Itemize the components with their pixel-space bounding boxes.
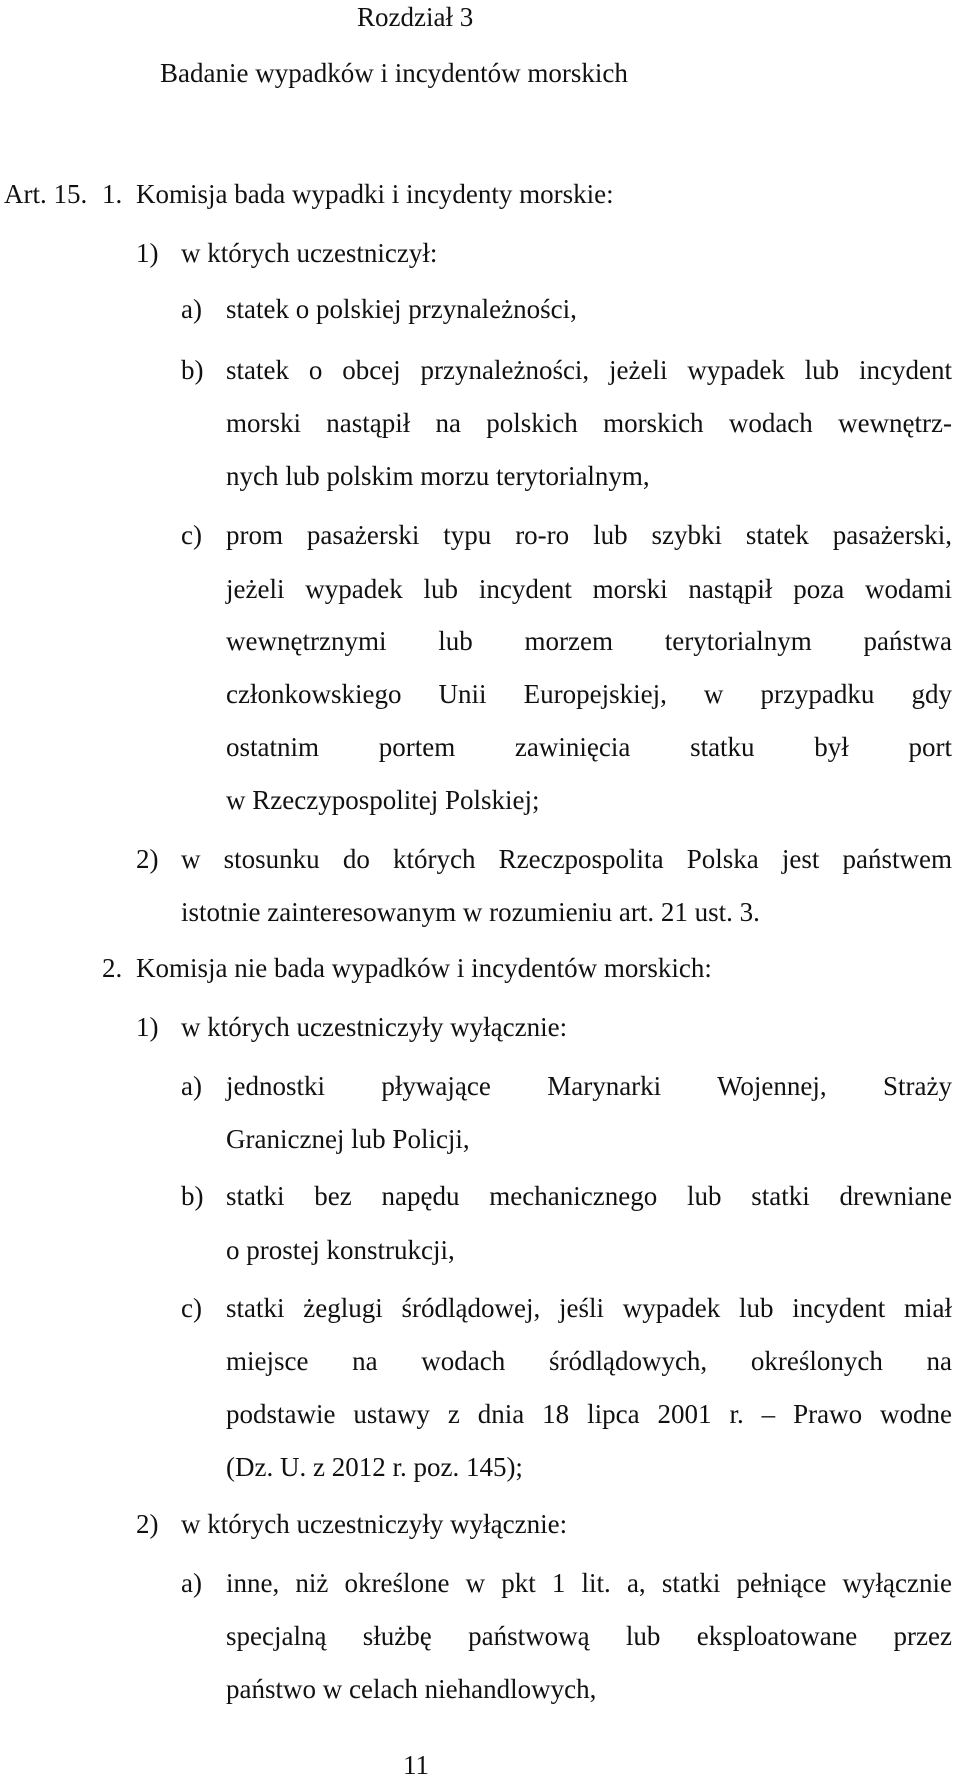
s2-point-2-label: 2): [136, 1509, 159, 1539]
s2-p1-letter-c-line-2: miejsce na wodach śródlądowych, określonych na: [226, 1346, 952, 1376]
s2-p1-letter-c-line-4: (Dz. U. z 2012 r. poz. 145);: [226, 1452, 523, 1482]
s2-p1-letter-c-line-3: podstawie ustawy z dnia 18 lipca 2001 r. – Prawo wodne: [226, 1399, 952, 1429]
chapter-number: Rozdział 3: [357, 2, 474, 32]
s1-p1-letter-c-label: c): [181, 520, 202, 550]
section-1-intro: Komisja bada wypadki i incydenty morskie:: [136, 179, 614, 209]
s1-p1-letter-c-line-4: członkowskiego Unii Europejskiej, w przypadku gdy: [226, 679, 952, 709]
s1-p1-letter-a-label: a): [181, 294, 202, 324]
s1-p1-letter-c-line-2: jeżeli wypadek lub incydent morski nastąpił poza wodami: [226, 574, 952, 604]
s2-p1-letter-b-line-1: statki bez napędu mechanicznego lub statki drewniane: [226, 1181, 952, 1211]
s1-p1-letter-b-line-2: morski nastąpił na polskich morskich wodach wewnętrz-: [226, 408, 952, 438]
s1-p1-letter-c-line-6: w Rzeczypospolitej Polskiej;: [226, 785, 540, 815]
s1-point-2-line-2: istotnie zainteresowanym w rozumieniu art. 21 ust. 3.: [181, 897, 760, 927]
section-2-intro: Komisja nie bada wypadków i incydentów morskich:: [136, 953, 712, 983]
s2-point-1-label: 1): [136, 1012, 159, 1042]
s2-p2-letter-a-label: a): [181, 1568, 202, 1598]
s1-point-2-line-1: w stosunku do których Rzeczpospolita Polska jest państwem: [181, 844, 952, 874]
s1-point-1-label: 1): [136, 238, 159, 268]
s1-p1-letter-b-label: b): [181, 355, 204, 385]
s1-p1-letter-c-line-5: ostatnim portem zawinięcia statku był port: [226, 732, 952, 762]
s2-p2-letter-a-line-2: specjalną służbę państwową lub eksploatowane przez: [226, 1621, 952, 1651]
s1-p1-letter-b-line-3: nych lub polskim morzu terytorialnym,: [226, 461, 650, 491]
s1-point-1-text: w których uczestniczył:: [181, 238, 438, 268]
s1-p1-letter-b-line-1: statek o obcej przynależności, jeżeli wypadek lub incydent: [226, 355, 952, 385]
s2-p2-letter-a-line-1: inne, niż określone w pkt 1 lit. a, statki pełniące wyłącznie: [226, 1568, 952, 1598]
s2-point-2-text: w których uczestniczyły wyłącznie:: [181, 1509, 568, 1539]
section-2-label: 2.: [102, 953, 123, 983]
chapter-title: Badanie wypadków i incydentów morskich: [160, 58, 628, 88]
s1-point-2-label: 2): [136, 844, 159, 874]
s1-p1-letter-c-line-3: wewnętrznymi lub morzem terytorialnym państwa: [226, 626, 952, 656]
s1-p1-letter-a-line-1: statek o polskiej przynależności,: [226, 294, 577, 324]
s1-p1-letter-c-line-1: prom pasażerski typu ro-ro lub szybki statek pasażerski,: [226, 520, 952, 550]
s2-p1-letter-b-label: b): [181, 1181, 204, 1211]
s2-p1-letter-a-label: a): [181, 1071, 202, 1101]
article-label: Art. 15.: [4, 179, 88, 209]
section-1-label: 1.: [102, 179, 123, 209]
s2-p1-letter-c-line-1: statki żeglugi śródlądowej, jeśli wypadek lub incydent miał: [226, 1293, 952, 1323]
s2-point-1-text: w których uczestniczyły wyłącznie:: [181, 1012, 568, 1042]
s2-p2-letter-a-line-3: państwo w celach niehandlowych,: [226, 1674, 597, 1704]
s2-p1-letter-c-label: c): [181, 1293, 202, 1323]
s2-p1-letter-a-line-1: jednostki pływające Marynarki Wojennej, Straży: [226, 1071, 952, 1101]
s2-p1-letter-a-line-2: Granicznej lub Policji,: [226, 1124, 470, 1154]
s2-p1-letter-b-line-2: o prostej konstrukcji,: [226, 1235, 455, 1265]
page-number: 11: [403, 1750, 429, 1780]
